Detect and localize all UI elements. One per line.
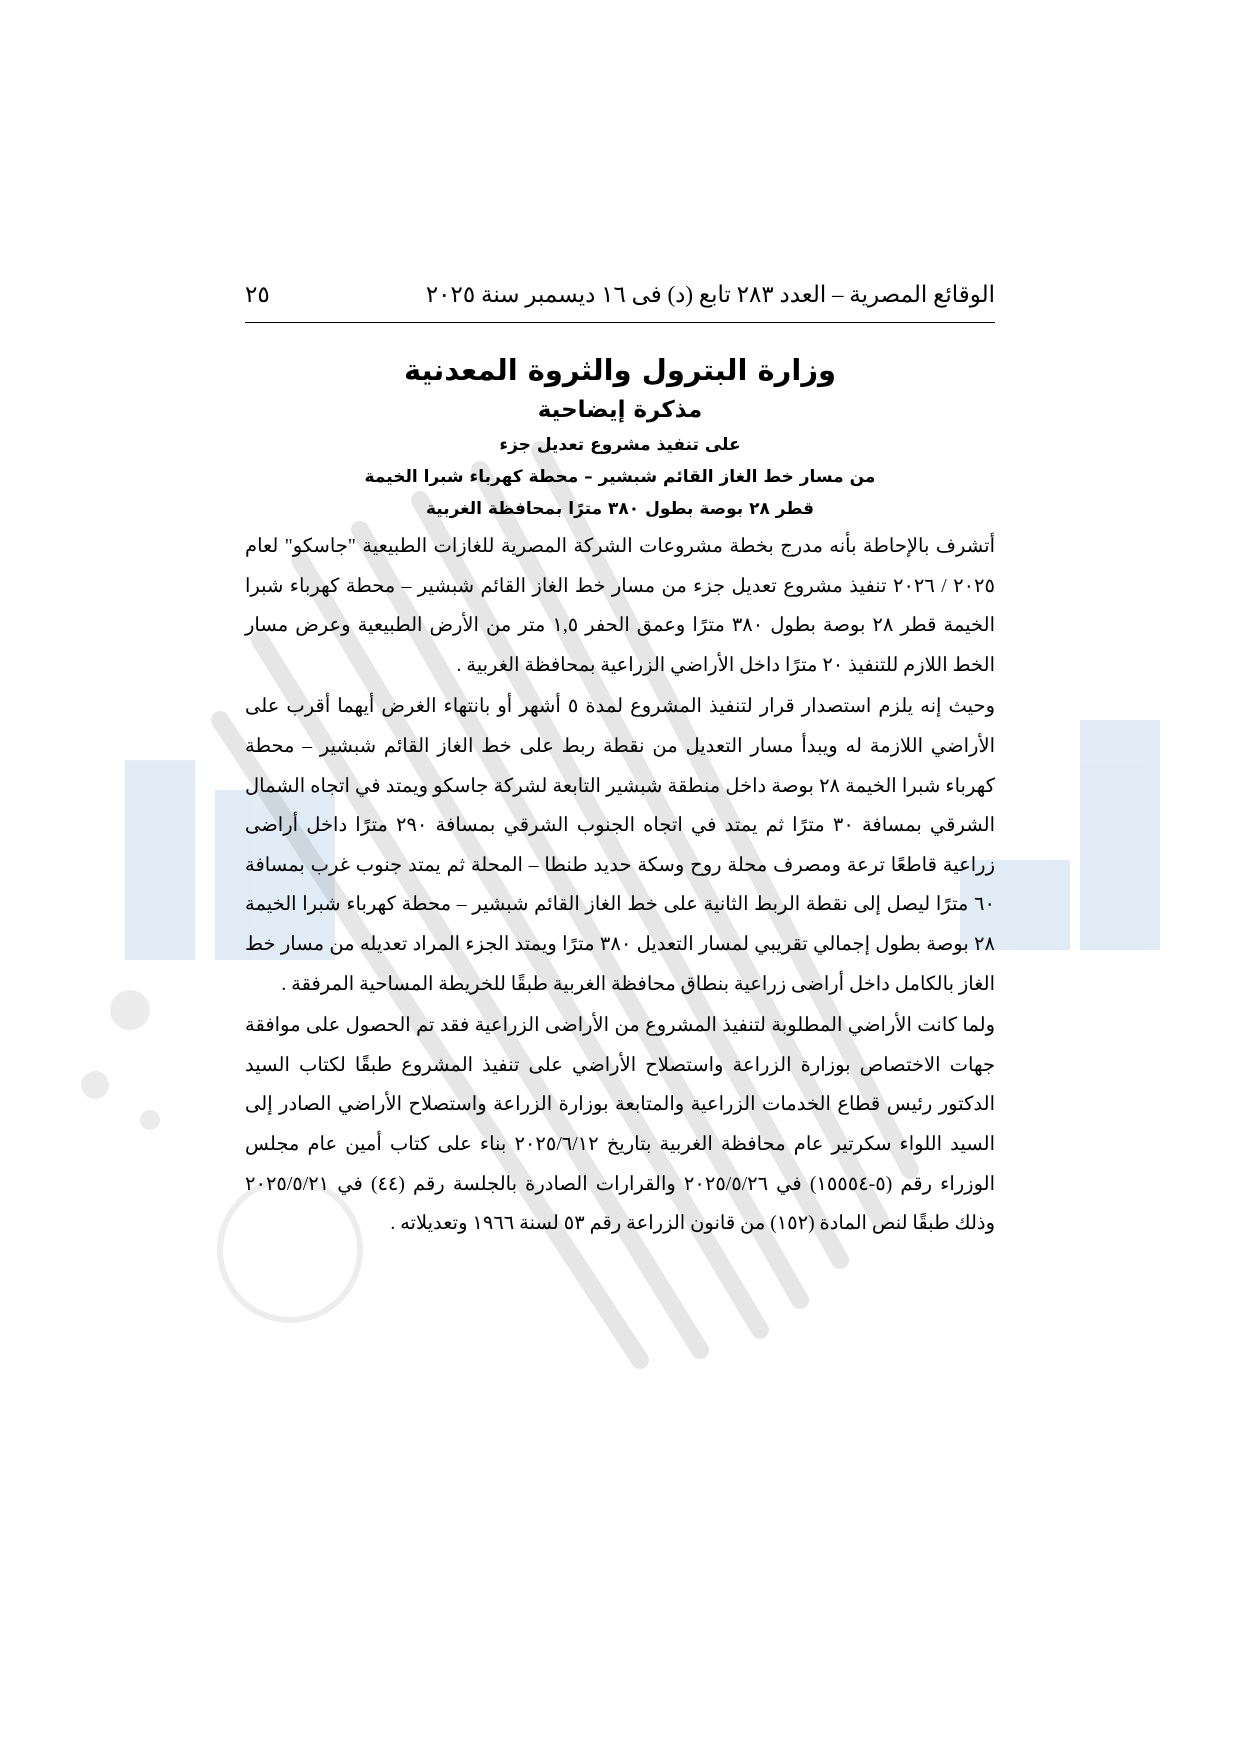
ministry-title: وزارة البترول والثروة المعدنية [403,353,837,387]
subject-line-2: من مسار خط الغاز القائم شبشير – محطة كهرباء شبرا الخيمة [364,467,876,487]
page-number: ٢٥ [245,282,270,307]
subject-line-1: على تنفيذ مشروع تعديل جزء [499,435,741,455]
body-paragraph-1: أتشرف بالإحاطة بأنه مدرج بخطة مشروعات الشركة المصرية للغازات الطبيعية "جاسكو" لعام ٢٠٢٥ / ٢٠٢٦ تنفيذ مشروع تعديل جزء من مسار خط الغاز القائم شبشير – محطة كهرباء شبرا الخيمة قطر ٢٨ بوصة بطول ٣٨٠ مترًا وعمق الحفر ١,٥ متر من الأرض الطبيعية وعرض مسار الخط اللازم للتنفيذ ٢٠ مترًا داخل الأراضي الزراعية بمحافظة الغربية . [245,536,996,676]
subject-line-3: قطر ٢٨ بوصة بطول ٣٨٠ مترًا بمحافظة الغربية [425,499,815,519]
watermark-dots [81,990,160,1130]
body-paragraph-2: وحيث إنه يلزم استصدار قرار لتنفيذ المشروع لمدة ٥ أشهر أو بانتهاء الغرض أيهما أقرب على الأراضي اللازمة له ويبدأ مسار التعديل من نقطة ربط على خط الغاز القائم شبشير – محطة كهرباء شبرا الخيمة ٢٨ بوصة داخل منطقة شبشير التابعة لشركة جاسكو ويمتد في اتجاه الشمال الشرقي بمسافة ٣٠ مترًا ثم يمتد في اتجاه الجنوب الشرقي بمسافة ٢٩٠ مترًا داخل أراضى زراعية قاطعًا ترعة ومصرف محلة روح وسكة حديد طنطا – المحلة ثم يمتد جنوب غرب بمسافة ٦٠ مترًا ليصل إلى نقطة الربط الثانية على خط الغاز القائم شبشير – محطة كهرباء شبرا الخيمة ٢٨ بوصة بطول إجمالي تقريبي لمسار التعديل ٣٨٠ مترًا ويمتد الجزء المراد تعديله من مسار خط الغاز بالكامل داخل أراضى زراعية بنطاق محافظة الغربية طبقًا للخريطة المساحية المرفقة . [245,696,996,995]
running-header [245,282,995,323]
publication-line: الوقائع المصرية – العدد ٢٨٣ تابع (د) فى ١٦ ديسمبر سنة ٢٠٢٥ [425,282,995,307]
gazette-page [245,282,995,1244]
body-paragraph-3: ولما كانت الأراضي المطلوبة لتنفيذ المشروع من الأراضى الزراعية فقد تم الحصول على موافقة جهات الاختصاص بوزارة الزراعة واستصلاح الأراضي على تنفيذ المشروع طبقًا لكتاب السيد الدكتور رئيس قطاع الخدمات الزراعية والمتابعة بوزارة الزراعة واستصلاح الأراضي الصادر إلى السيد اللواء سكرتير عام محافظة الغربية بتاريخ ٢٠٢٥/٦/١٢ بناء على كتاب أمين عام مجلس الوزراء رقم (٥-١٥٥٥٤) في ٢٠٢٥/٥/٢٦ والقرارات الصادرة بالجلسة رقم (٤٤) في ٢٠٢٥/٥/٢١ وذلك طبقًا لنص المادة (١٥٢) من قانون الزراعة رقم ٥٣ لسنة ١٩٦٦ وتعديلاته . [245,1015,995,1235]
document-subtitle: مذكرة إيضاحية [537,397,703,423]
